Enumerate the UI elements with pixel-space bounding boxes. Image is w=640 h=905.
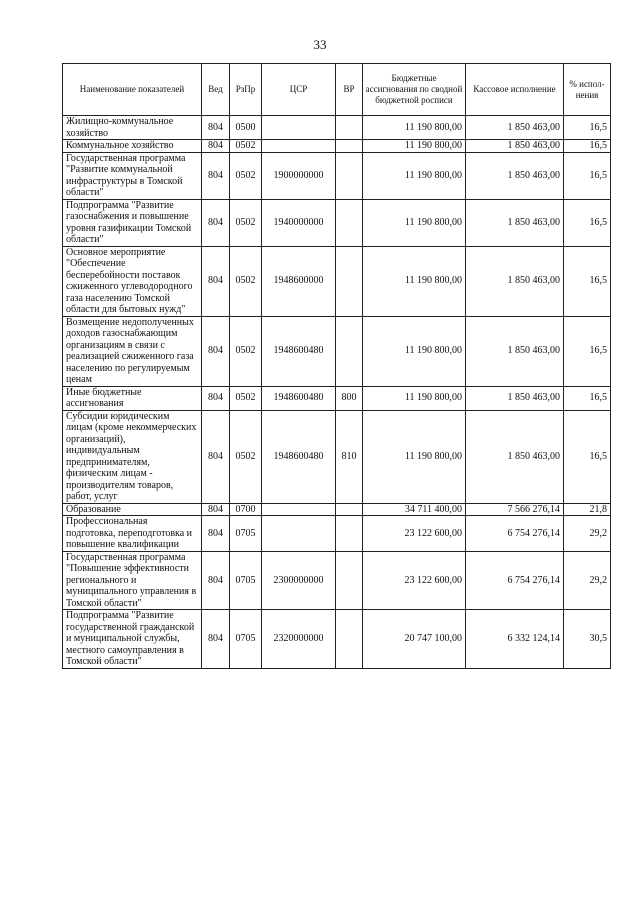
header-vr: ВР [336,64,363,116]
cell-cash: 1 850 463,00 [466,116,564,140]
cell-csr: 1948600000 [262,246,336,316]
cell-percent: 16,5 [564,199,611,246]
table-row [63,116,611,140]
cell-rzpr: 0502 [230,386,262,410]
cell-name: Профессиональная подготовка, переподготовка и повышение квалификации [63,516,202,552]
cell-rzpr: 0502 [230,152,262,199]
cell-cash: 1 850 463,00 [466,140,564,153]
header-ved: Вед [202,64,230,116]
cell-csr [262,503,336,516]
cell-cash: 6 754 276,14 [466,516,564,552]
cell-cash: 1 850 463,00 [466,246,564,316]
cell-percent: 16,5 [564,116,611,140]
cell-budget: 34 711 400,00 [363,503,466,516]
table-row [63,610,611,669]
cell-rzpr: 0705 [230,551,262,610]
header-name: Наименование показателей [63,64,202,116]
cell-name: Государственная программа "Повышение эффективности регионального и муниципального управления в Томской области" [63,551,202,610]
cell-ved: 804 [202,152,230,199]
table-row [63,503,611,516]
header-cash: Кассовое исполнение [466,64,564,116]
cell-name: Подпрограмма "Развитие государственной гражданской и муниципальной службы, местного самоуправления в Томской области" [63,610,202,669]
cell-ved: 804 [202,199,230,246]
table-row [63,410,611,503]
cell-budget: 11 190 800,00 [363,316,466,386]
cell-cash: 1 850 463,00 [466,410,564,503]
cell-ved: 804 [202,316,230,386]
budget-execution-table [62,63,611,669]
cell-budget: 11 190 800,00 [363,386,466,410]
cell-percent: 16,5 [564,152,611,199]
cell-percent: 30,5 [564,610,611,669]
cell-name: Основное мероприятие "Обеспечение бесперебойности поставок сжиженного углеводородного газа населению Томской области для бытовых нужд" [63,246,202,316]
cell-budget: 11 190 800,00 [363,199,466,246]
cell-name: Иные бюджетные ассигнования [63,386,202,410]
cell-csr: 1948600480 [262,410,336,503]
cell-rzpr: 0502 [230,199,262,246]
cell-budget: 23 122 600,00 [363,551,466,610]
cell-budget: 11 190 800,00 [363,140,466,153]
cell-percent: 16,5 [564,140,611,153]
cell-vr [336,516,363,552]
table-row [63,551,611,610]
cell-ved: 804 [202,140,230,153]
cell-ved: 804 [202,116,230,140]
cell-name: Образование [63,503,202,516]
cell-budget: 11 190 800,00 [363,246,466,316]
cell-name: Государственная программа "Развитие коммунальной инфраструктуры в Томской области" [63,152,202,199]
cell-vr: 810 [336,410,363,503]
cell-ved: 804 [202,610,230,669]
cell-cash: 1 850 463,00 [466,152,564,199]
header-csr: ЦСР [262,64,336,116]
table-header-row [63,64,611,116]
cell-cash: 1 850 463,00 [466,199,564,246]
cell-cash: 1 850 463,00 [466,386,564,410]
header-percent: % испол-нения [564,64,611,116]
cell-name: Жилищно-коммунальное хозяйство [63,116,202,140]
cell-ved: 804 [202,551,230,610]
cell-cash: 1 850 463,00 [466,316,564,386]
cell-vr [336,610,363,669]
cell-percent: 16,5 [564,316,611,386]
table-row [63,152,611,199]
cell-budget: 20 747 100,00 [363,610,466,669]
cell-ved: 804 [202,503,230,516]
cell-csr: 1948600480 [262,386,336,410]
cell-csr: 2320000000 [262,610,336,669]
cell-ved: 804 [202,410,230,503]
cell-cash: 6 332 124,14 [466,610,564,669]
cell-rzpr: 0705 [230,610,262,669]
cell-percent: 29,2 [564,551,611,610]
cell-rzpr: 0700 [230,503,262,516]
cell-vr [336,199,363,246]
cell-csr [262,516,336,552]
cell-rzpr: 0502 [230,316,262,386]
cell-rzpr: 0502 [230,246,262,316]
table-row [63,246,611,316]
cell-vr [336,140,363,153]
cell-csr: 2300000000 [262,551,336,610]
cell-percent: 16,5 [564,246,611,316]
cell-vr: 800 [336,386,363,410]
cell-vr [336,316,363,386]
cell-cash: 6 754 276,14 [466,551,564,610]
cell-vr [336,152,363,199]
cell-name: Возмещение недополученных доходов газоснабжающим организациям в связи с реализацией сжиженного газа населению по регулируемым ценам [63,316,202,386]
cell-csr [262,116,336,140]
cell-budget: 11 190 800,00 [363,116,466,140]
cell-rzpr: 0705 [230,516,262,552]
cell-rzpr: 0500 [230,116,262,140]
cell-csr: 1900000000 [262,152,336,199]
cell-rzpr: 0502 [230,410,262,503]
cell-csr: 1948600480 [262,316,336,386]
cell-percent: 16,5 [564,410,611,503]
cell-vr [336,116,363,140]
cell-ved: 804 [202,246,230,316]
cell-vr [336,551,363,610]
page-number: 33 [313,37,327,52]
table-row [63,140,611,153]
cell-cash: 7 566 276,14 [466,503,564,516]
cell-vr [336,503,363,516]
cell-budget: 23 122 600,00 [363,516,466,552]
cell-rzpr: 0502 [230,140,262,153]
cell-budget: 11 190 800,00 [363,410,466,503]
cell-csr [262,140,336,153]
cell-percent: 29,2 [564,516,611,552]
cell-ved: 804 [202,386,230,410]
header-rzpr: РзПр [230,64,262,116]
cell-name: Субсидии юридическим лицам (кроме некоммерческих организаций), индивидуальным предпринимателям, физическим лицам - производителям товаров, работ, услуг [63,410,202,503]
table-row [63,386,611,410]
cell-budget: 11 190 800,00 [363,152,466,199]
cell-name: Подпрограмма "Развитие газоснабжения и повышение уровня газификации Томской области" [63,199,202,246]
table-row [63,199,611,246]
cell-csr: 1940000000 [262,199,336,246]
cell-percent: 16,5 [564,386,611,410]
cell-ved: 804 [202,516,230,552]
cell-vr [336,246,363,316]
cell-percent: 21,8 [564,503,611,516]
cell-name: Коммунальное хозяйство [63,140,202,153]
header-budget: Бюджетные ассигнования по сводной бюджетной росписи [363,64,466,116]
table-row [63,316,611,386]
table-row [63,516,611,552]
